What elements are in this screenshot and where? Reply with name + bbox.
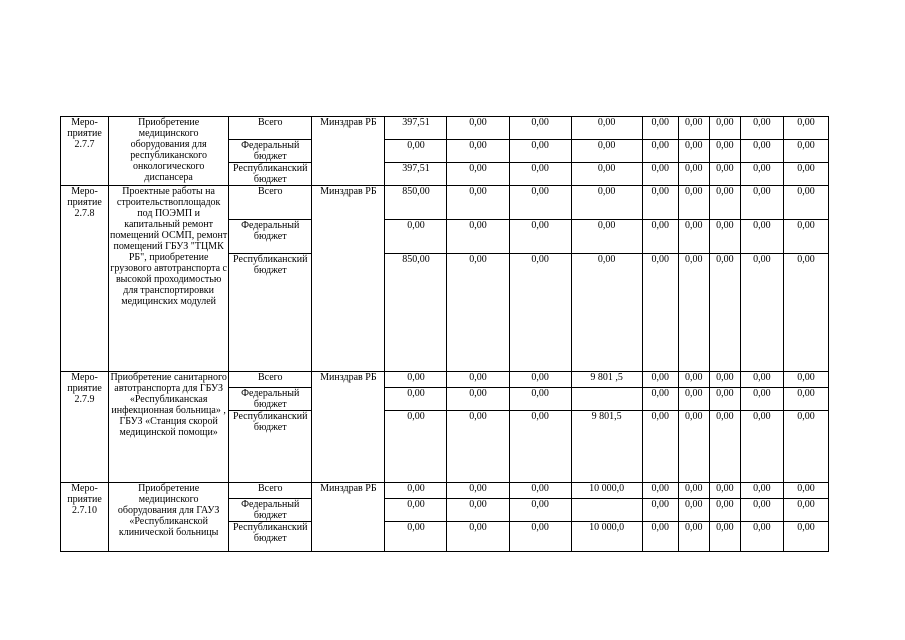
measure-id: Меро-приятие 2.7.7: [61, 117, 109, 186]
value-cell: 0,00: [740, 140, 783, 163]
value-cell: 0,00: [740, 186, 783, 220]
value-cell: 0,00: [740, 372, 783, 388]
value-cell: 0,00: [642, 372, 678, 388]
value-cell: 0,00: [571, 220, 642, 254]
value-cell: 0,00: [509, 117, 571, 140]
value-cell: 0,00: [509, 522, 571, 552]
value-cell: 0,00: [678, 522, 709, 552]
value-cell: 0,00: [509, 163, 571, 186]
funding-source: Всего: [229, 117, 312, 140]
value-cell: 0,00: [783, 483, 828, 499]
value-cell: 0,00: [709, 254, 740, 372]
funding-source: Федеральный бюджет: [229, 220, 312, 254]
value-cell: 397,51: [385, 163, 447, 186]
value-cell: [571, 499, 642, 522]
funding-source: Федеральный бюджет: [229, 140, 312, 163]
table-row: [61, 483, 829, 499]
value-cell: 0,00: [783, 499, 828, 522]
executor: Минздрав РБ: [312, 483, 385, 552]
value-cell: 0,00: [642, 117, 678, 140]
funding-source: Всего: [229, 372, 312, 388]
value-cell: 0,00: [509, 411, 571, 483]
funding-source: Республиканский бюджет: [229, 522, 312, 552]
value-cell: 0,00: [740, 483, 783, 499]
value-cell: 0,00: [709, 499, 740, 522]
value-cell: 0,00: [385, 411, 447, 483]
value-cell: 850,00: [385, 186, 447, 220]
value-cell: 0,00: [642, 483, 678, 499]
value-cell: 10 000,0: [571, 522, 642, 552]
value-cell: 0,00: [783, 117, 828, 140]
value-cell: 0,00: [447, 163, 509, 186]
value-cell: 0,00: [642, 220, 678, 254]
value-cell: 0,00: [447, 117, 509, 140]
value-cell: 0,00: [642, 186, 678, 220]
value-cell: 0,00: [783, 522, 828, 552]
value-cell: 0,00: [571, 117, 642, 140]
value-cell: 0,00: [571, 140, 642, 163]
value-cell: 0,00: [678, 186, 709, 220]
value-cell: 0,00: [447, 372, 509, 388]
value-cell: 0,00: [740, 522, 783, 552]
value-cell: 0,00: [447, 254, 509, 372]
value-cell: 0,00: [509, 388, 571, 411]
value-cell: 0,00: [783, 254, 828, 372]
value-cell: 0,00: [783, 220, 828, 254]
value-cell: 0,00: [447, 388, 509, 411]
funding-source: Федеральный бюджет: [229, 388, 312, 411]
value-cell: 0,00: [740, 499, 783, 522]
value-cell: 0,00: [447, 483, 509, 499]
value-cell: 9 801,5: [571, 411, 642, 483]
funding-source: Всего: [229, 186, 312, 220]
value-cell: 0,00: [709, 163, 740, 186]
measure-name: Приобретение санитарного автотранспорта для ГБУЗ «Республиканская инфекционная больница» , ГБУЗ «Станция скорой медицинской помощи»: [109, 372, 229, 483]
value-cell: 0,00: [709, 372, 740, 388]
value-cell: 0,00: [509, 483, 571, 499]
value-cell: 0,00: [678, 388, 709, 411]
value-cell: 0,00: [509, 499, 571, 522]
value-cell: 0,00: [385, 388, 447, 411]
value-cell: 0,00: [740, 388, 783, 411]
measure-id: Меро-приятие 2.7.8: [61, 186, 109, 372]
executor: Минздрав РБ: [312, 372, 385, 483]
value-cell: 0,00: [447, 220, 509, 254]
executor: Минздрав РБ: [312, 117, 385, 186]
value-cell: 0,00: [678, 483, 709, 499]
funding-source: Республиканский бюджет: [229, 163, 312, 186]
value-cell: 0,00: [447, 140, 509, 163]
table-row: [61, 372, 829, 388]
value-cell: 0,00: [740, 220, 783, 254]
funding-source: Федеральный бюджет: [229, 499, 312, 522]
value-cell: 0,00: [447, 499, 509, 522]
value-cell: 0,00: [740, 117, 783, 140]
value-cell: 0,00: [385, 522, 447, 552]
value-cell: 0,00: [740, 411, 783, 483]
value-cell: 0,00: [783, 163, 828, 186]
value-cell: 0,00: [709, 220, 740, 254]
value-cell: 0,00: [447, 186, 509, 220]
value-cell: 0,00: [740, 254, 783, 372]
value-cell: 0,00: [678, 220, 709, 254]
table-row: [61, 186, 829, 220]
value-cell: 0,00: [783, 372, 828, 388]
value-cell: 0,00: [385, 499, 447, 522]
value-cell: 0,00: [385, 483, 447, 499]
value-cell: 0,00: [509, 372, 571, 388]
value-cell: 850,00: [385, 254, 447, 372]
value-cell: 0,00: [709, 117, 740, 140]
funding-source: Всего: [229, 483, 312, 499]
value-cell: 0,00: [709, 388, 740, 411]
value-cell: 0,00: [678, 140, 709, 163]
value-cell: 0,00: [642, 522, 678, 552]
measure-name: Проектные работы на строительствоплощадок под ПОЭМП и капитальный ремонт помещений ОСМП, ремонт помещений ГБУЗ "ТЦМК РБ", приобретение грузового автотранспорта с высокой проходимостью для транспортировки медицинских модулей: [109, 186, 229, 372]
value-cell: 0,00: [783, 388, 828, 411]
value-cell: 0,00: [447, 411, 509, 483]
value-cell: 0,00: [642, 140, 678, 163]
table-row: [61, 117, 829, 140]
value-cell: 0,00: [678, 372, 709, 388]
value-cell: 0,00: [385, 220, 447, 254]
value-cell: 0,00: [571, 254, 642, 372]
value-cell: 0,00: [709, 186, 740, 220]
value-cell: 9 801 ,5: [571, 372, 642, 388]
value-cell: 0,00: [385, 372, 447, 388]
value-cell: 0,00: [571, 163, 642, 186]
value-cell: 0,00: [642, 411, 678, 483]
value-cell: 0,00: [509, 220, 571, 254]
measure-name: Приобретение медицинского оборудования для республиканского онкологического диспансера: [109, 117, 229, 186]
value-cell: 0,00: [783, 186, 828, 220]
measure-id: Меро-приятие 2.7.10: [61, 483, 109, 552]
funding-source: Республиканский бюджет: [229, 254, 312, 372]
value-cell: 0,00: [740, 163, 783, 186]
value-cell: 0,00: [447, 522, 509, 552]
value-cell: 0,00: [642, 254, 678, 372]
value-cell: 0,00: [783, 411, 828, 483]
value-cell: 0,00: [709, 411, 740, 483]
measure-name: Приобретение медицинского оборудования для ГАУЗ «Республиканской клинической больницы: [109, 483, 229, 552]
value-cell: 0,00: [709, 140, 740, 163]
value-cell: 0,00: [642, 163, 678, 186]
value-cell: 0,00: [385, 140, 447, 163]
value-cell: 397,51: [385, 117, 447, 140]
value-cell: 0,00: [678, 411, 709, 483]
value-cell: 0,00: [709, 483, 740, 499]
value-cell: 0,00: [571, 186, 642, 220]
value-cell: 0,00: [678, 254, 709, 372]
value-cell: 0,00: [783, 140, 828, 163]
value-cell: 0,00: [678, 163, 709, 186]
value-cell: 0,00: [642, 499, 678, 522]
measure-id: Меро-приятие 2.7.9: [61, 372, 109, 483]
value-cell: 0,00: [709, 522, 740, 552]
value-cell: 0,00: [509, 140, 571, 163]
funding-source: Республиканский бюджет: [229, 411, 312, 483]
value-cell: 0,00: [642, 388, 678, 411]
budget-table: [60, 116, 829, 552]
value-cell: 0,00: [678, 117, 709, 140]
value-cell: 0,00: [678, 499, 709, 522]
value-cell: 0,00: [509, 254, 571, 372]
value-cell: [571, 388, 642, 411]
value-cell: 0,00: [509, 186, 571, 220]
executor: Минздрав РБ: [312, 186, 385, 372]
value-cell: 10 000,0: [571, 483, 642, 499]
